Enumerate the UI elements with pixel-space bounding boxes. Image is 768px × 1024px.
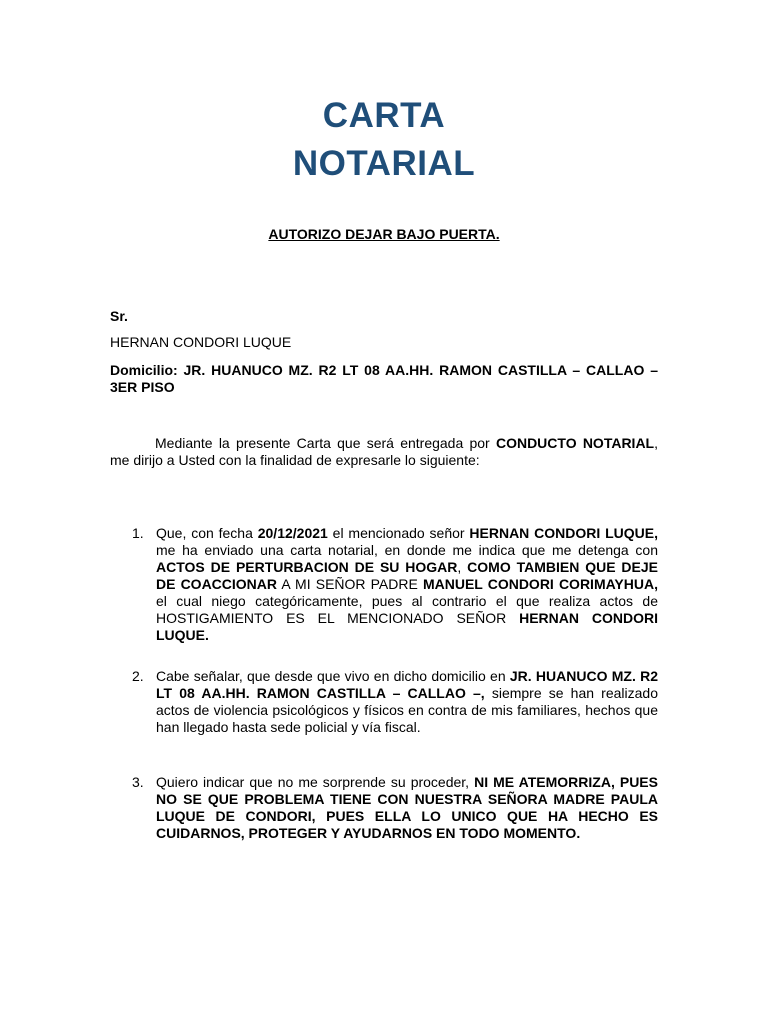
item2-bold-1: JR. HUANUCO MZ. R2 LT 08 AA.HH. RAMON CASTILLA – CALLAO –, (156, 668, 658, 701)
recipient-name: HERNAN CONDORI LUQUE (110, 334, 292, 350)
list-item-text (156, 668, 658, 736)
list-item-2 (110, 668, 658, 736)
intro-text-2: , me dirijo a Usted con la finalidad de expresarle lo siguiente: (110, 435, 658, 468)
item1-bold-6: HERNAN CONDORI LUQUE. (156, 610, 658, 643)
item1-text-1: Que, con fecha (156, 525, 258, 541)
item1-bold-5: MANUEL CONDORI CORIMAYHUA, (422, 576, 658, 592)
item3-text-1: Quiero indicar que no me sorprende su proceder, (156, 774, 475, 790)
list-item-text (156, 525, 658, 644)
item1-bold-4: COMO TAMBIEN QUE DEJE DE COACCIONAR (156, 559, 659, 592)
item1-bold-2: HERNAN CONDORI LUQUE, (469, 525, 658, 541)
list-number: 3. (132, 774, 144, 790)
item1-bold-3: ACTOS DE PERTURBACION DE SU HOGAR (156, 559, 458, 575)
item2-text-1: Cabe señalar, que desde que vivo en dicho domicilio en (156, 668, 510, 684)
item1-text-2: el mencionado señor (327, 525, 470, 541)
intro-bold-1: CONDUCTO NOTARIAL (495, 435, 655, 451)
list-item-1 (110, 525, 658, 644)
document-title (0, 92, 768, 188)
intro-paragraph (110, 435, 658, 469)
item1-text-3: me ha enviado una carta notarial, en donde me indica que me detenga con (156, 542, 658, 558)
title-line-2: NOTARIAL (292, 144, 476, 183)
title-line-1: CARTA (322, 96, 446, 135)
list-number: 1. (132, 525, 144, 541)
item1-text-6: el cual niego categóricamente, pues al contrario el que realiza actos de HOSTIGAMIENTO ES EL MENCIONADO SEÑOR (156, 593, 658, 626)
item3-bold-1: NI ME ATEMORRIZA, PUES NO SE QUE PROBLEMA TIENE CON NUESTRA SEÑORA MADRE PAULA LUQUE DE CONDORI, PUES ELLA LO UNICO QUE HA HECHO ES CUIDARNOS, PROTEGER Y AYUDARNOS EN TODO MOMENTO. (156, 774, 658, 841)
item1-text-5: A MI SEÑOR PADRE (277, 576, 423, 592)
list-item-text (156, 774, 658, 842)
recipient-address: Domicilio: JR. HUANUCO MZ. R2 LT 08 AA.HH. RAMON CASTILLA – CALLAO – 3ER PISO (110, 362, 658, 395)
intro-text-1: Mediante la presente Carta que será entregada por (155, 435, 496, 451)
list-number: 2. (132, 668, 144, 684)
item2-text-2: siempre se han realizado actos de violencia psicológicos y físicos en contra de mis familiares, hechos que han llegado hasta sede policial y vía fiscal. (156, 685, 658, 735)
delivery-note: AUTORIZO DEJAR BAJO PUERTA. (268, 226, 500, 242)
item1-text-4: , (457, 559, 468, 575)
list-item-3 (110, 774, 658, 842)
item1-bold-1: 20/12/2021 (257, 525, 328, 541)
salutation: Sr. (110, 308, 128, 324)
